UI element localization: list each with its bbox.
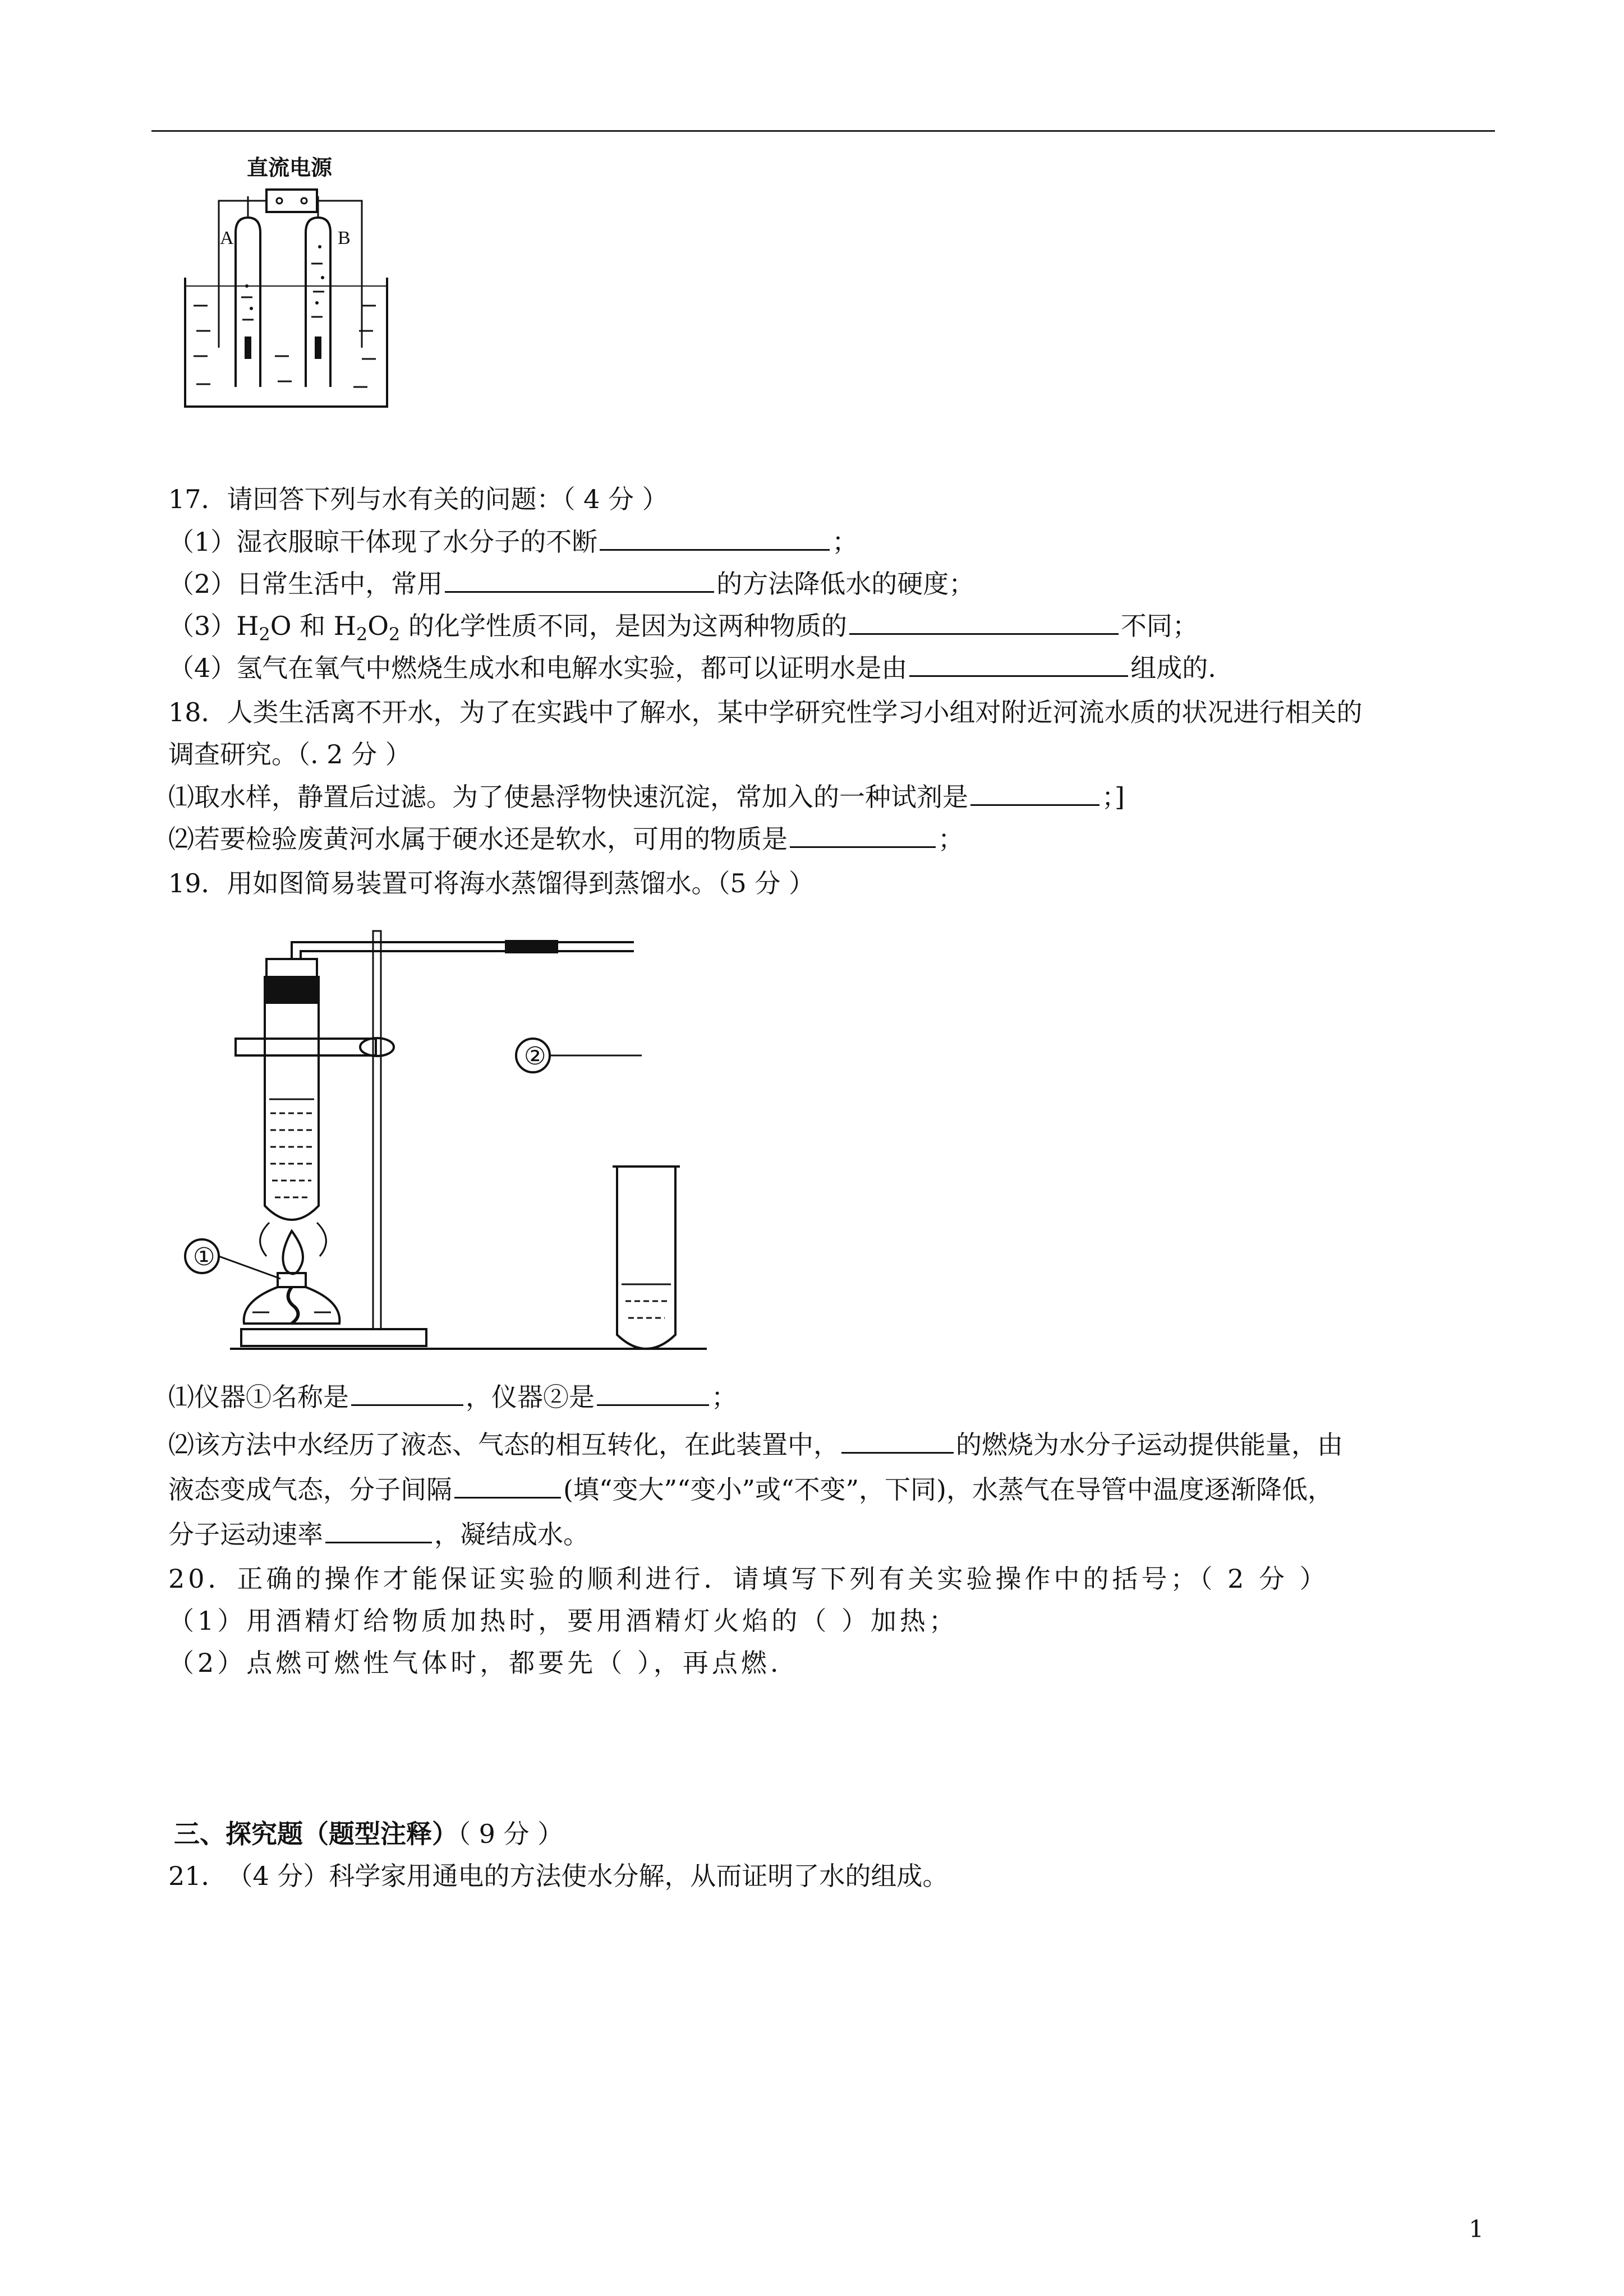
q19-answer-blank-4[interactable] <box>454 1472 561 1499</box>
q18-answer-blank-1[interactable] <box>970 780 1099 806</box>
q17-answer-blank-4[interactable] <box>909 651 1128 677</box>
q18-answer-blank-2[interactable] <box>790 822 936 848</box>
q17-part2: （2）日常生活中，常用 的方法降低水的硬度； <box>168 566 974 601</box>
page-number: 1 <box>1469 2215 1484 2243</box>
electrode-label-a: A <box>220 228 234 248</box>
q19-answer-blank-1[interactable] <box>351 1380 463 1406</box>
q17-answer-blank-3[interactable] <box>849 608 1119 635</box>
q19-part1: ⑴仪器①名称是 ，仪器②是 ； <box>168 1380 737 1414</box>
q17-heading: 17．请回答下列与水有关的问题：（ 4 分 ） <box>168 484 668 514</box>
header-rule <box>151 130 1495 132</box>
q19-part2-line3: 分子运动速率 ，凝结成水。 <box>168 1517 589 1551</box>
q19-heading: 19．用如图简易装置可将海水蒸馏得到蒸馏水。（5 分 ） <box>168 868 815 898</box>
q18-heading-line2: 调查研究。（. 2 分 ） <box>168 739 411 769</box>
power-supply-label: 直流电源 <box>247 156 333 180</box>
q17-part4: （4）氢气在氧气中燃烧生成水和电解水实验，都可以证明水是由 组成的. <box>168 651 1216 685</box>
q17-answer-blank-1[interactable] <box>600 524 830 551</box>
q18-part2: ⑵若要检验废黄河水属于硬水还是软水，可用的物质是 ； <box>168 822 964 856</box>
q17-part3: $(3)H_2O$ 和 $H_2O_2$ 的化学性质不同，是因为这两种物质的 不同； <box>168 608 1198 643</box>
q19-part2-line1: ⑵该方法中水经历了液态、气态的相互转化，在此装置中， 的燃烧为水分子运动提供能量，由 <box>168 1427 1343 1461</box>
q19-answer-blank-3[interactable] <box>841 1427 954 1454</box>
q17-part1: （1）湿衣服晾干体现了水分子的不断 ； <box>168 524 858 559</box>
q19-answer-blank-5[interactable] <box>325 1517 432 1543</box>
q19-answer-blank-2[interactable] <box>597 1380 709 1406</box>
section3-heading: 三、探究题（题型注释）（ 9 分 ） <box>174 1819 564 1849</box>
electrode-label-b: B <box>338 228 351 248</box>
electrolysis-apparatus-figure <box>168 151 404 415</box>
instrument-label-2: ② <box>524 1042 546 1071</box>
q18-heading-line1: 18．人类生活离不开水，为了在实践中了解水，某中学研究性学习小组对附近河流水质的状况进行相关的 <box>168 697 1363 727</box>
q18-part1: ⑴取水样，静置后过滤。为了使悬浮物快速沉淀，常加入的一种试剂是 ；] <box>168 780 1125 814</box>
instrument-label-1: ① <box>193 1243 215 1271</box>
q17-answer-blank-2[interactable] <box>445 566 714 593</box>
q19-part2-line2: 液态变成气态，分子间隔 (填“变大”“变小”或“不变”，下同)，水蒸气在导管中温度逐渐降低， <box>168 1472 1333 1506</box>
q20-part1: （1）用酒精灯给物质加热时，要用酒精灯火焰的（ ）加热； <box>168 1606 958 1636</box>
q20-part2: （2）点燃可燃性气体时，都要先（ ），再点燃. <box>168 1648 782 1678</box>
q20-heading: 20．正确的操作才能保证实验的顺利进行．请填写下列有关实验操作中的括号；（ 2 分 ） <box>168 1564 1329 1594</box>
distillation-apparatus-figure <box>168 920 729 1357</box>
q21-text: 21． （4 分）科学家用通电的方法使水分解，从而证明了水的组成。 <box>168 1861 949 1891</box>
